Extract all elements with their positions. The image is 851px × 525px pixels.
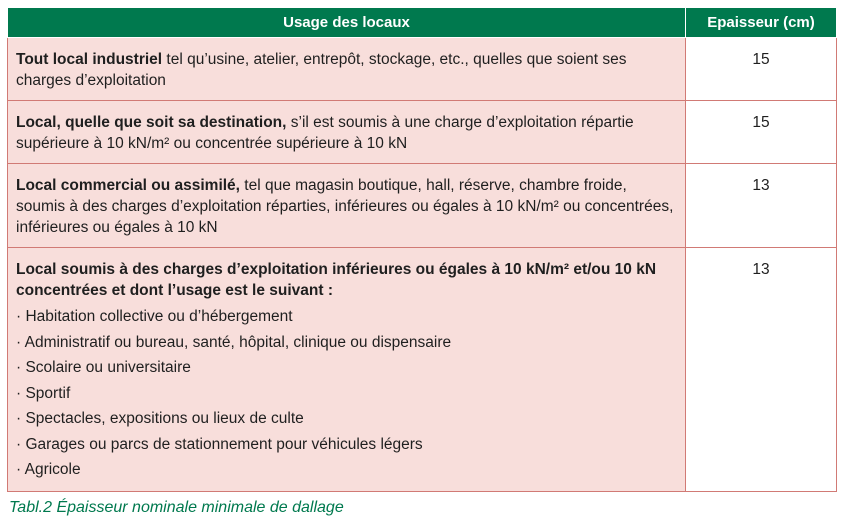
table-header-row xyxy=(8,8,837,38)
list-item: · Agricole xyxy=(16,461,81,478)
thickness-value: 15 xyxy=(686,38,837,101)
table-row xyxy=(8,164,837,248)
thickness-value: 13 xyxy=(686,164,837,248)
usage-text: s’il est soumis à une charge d’exploitation répartie supérieure à 10 kN/m² ou concentrée supérieure à 10 kN xyxy=(16,114,634,152)
list-item: · Garages ou parcs de stationnement pour véhicules légers xyxy=(16,435,423,453)
usage-bold-text: Local, quelle que soit sa destination, xyxy=(16,114,287,131)
usage-cell xyxy=(8,164,686,248)
usage-text: tel que magasin boutique, hall, réserve, chambre froide, soumis à des charges d’exploitation réparties, inférieures ou égales à 10 kN/m² ou concentrées, inférieures ou égales à 10 kN xyxy=(16,177,674,236)
usage-cell xyxy=(8,101,686,164)
thickness-value: 13 xyxy=(686,248,837,492)
usage-cell xyxy=(8,248,686,492)
list-item: · Habitation collective ou d’hébergement xyxy=(16,308,293,325)
usage-bold-text: Local commercial ou assimilé, xyxy=(16,177,240,194)
usage-cell xyxy=(8,38,686,101)
usage-list xyxy=(16,304,677,483)
thickness-table xyxy=(7,7,837,492)
usage-bold-text: Tout local industriel xyxy=(16,51,163,68)
list-item: · Sportif xyxy=(16,384,71,402)
usage-bold-text: Local soumis à des charges d’exploitation inférieures ou égales à 10 kN/m² et/ou 10 kN concentrées et dont l’usage est le suivant : xyxy=(16,261,657,299)
list-item: · Scolaire ou universitaire xyxy=(16,359,191,376)
header-thickness: Epaisseur (cm) xyxy=(686,8,837,38)
table-row xyxy=(8,248,837,492)
list-item: · Spectacles, expositions ou lieux de culte xyxy=(16,410,304,427)
list-item: · Administratif ou bureau, santé, hôpital, clinique ou dispensaire xyxy=(16,333,452,351)
thickness-value: 15 xyxy=(686,101,837,164)
table-caption: Tabl.2 Épaisseur nominale minimale de dallage xyxy=(9,499,344,516)
table-row xyxy=(8,101,837,164)
table-row xyxy=(8,38,837,101)
header-usage: Usage des locaux xyxy=(8,8,686,38)
usage-text: tel qu’usine, atelier, entrepôt, stockage, etc., quelles que soient ses charges d’exploitation xyxy=(16,51,627,89)
